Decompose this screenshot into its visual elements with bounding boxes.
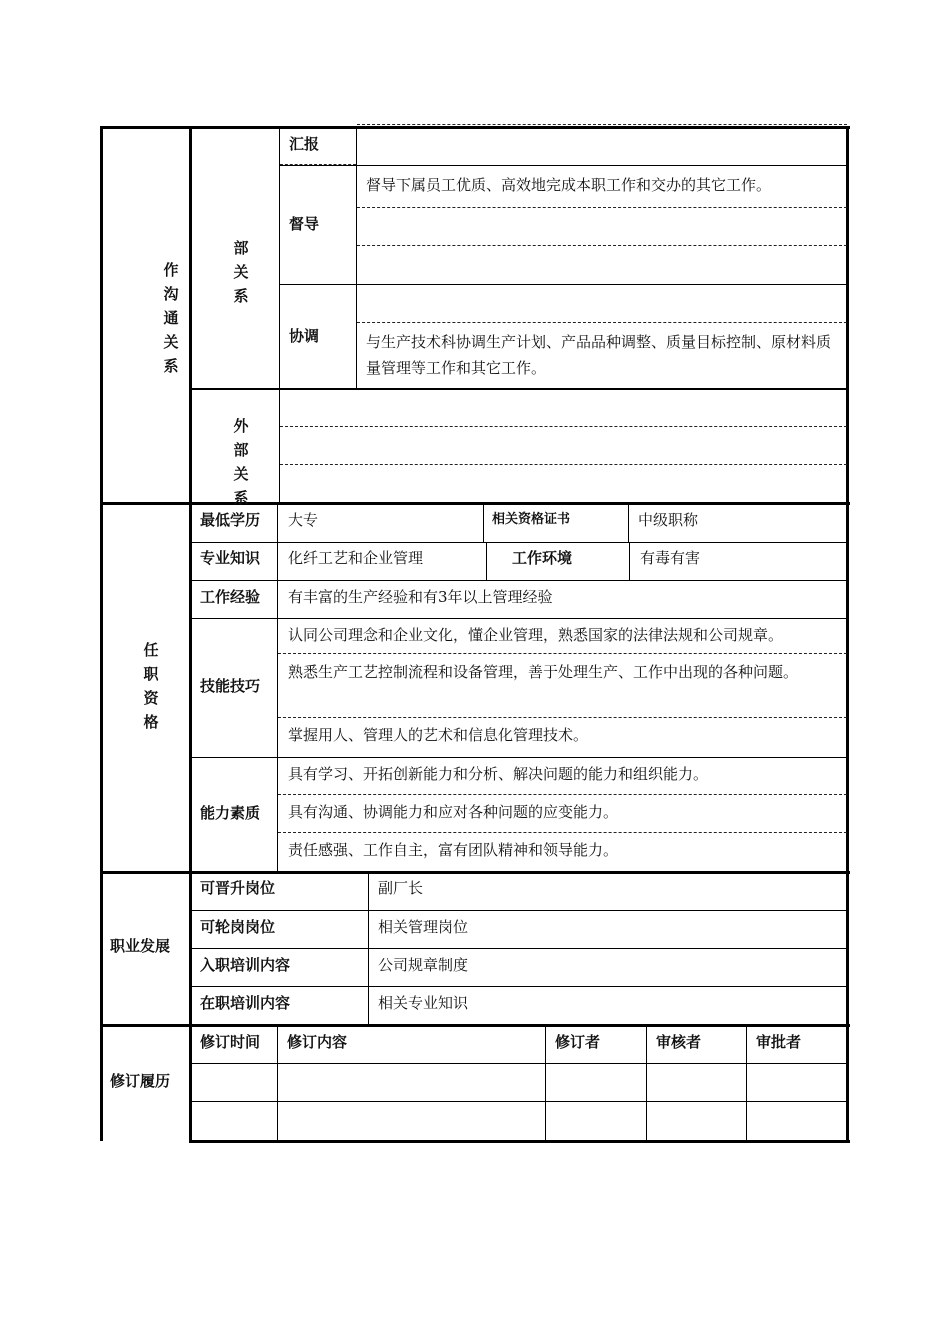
knowledge-label: 专业知识 [200, 549, 261, 567]
internal-bottom [190, 388, 848, 390]
report-label: 汇报 [289, 135, 320, 153]
section-divider-1 [100, 502, 850, 505]
ability-item-3: 责任感强、工作自主，富有团队精神和领导能力。 [288, 841, 619, 859]
career-row-3-value: 公司规章制度 [378, 956, 469, 974]
ability-item-1: 具有学习、开拓创新能力和分析、解决问题的能力和组织能力。 [288, 765, 709, 783]
internal-label: 部关系 [233, 239, 249, 305]
cert-label: 相关资格证书 [492, 512, 571, 527]
coordinate-line-2: 与生产技术科协调生产计划、产品品种调整、质量目标控制、原材料质量管理等工作和其它工作。 [366, 333, 832, 377]
career-row-2-value: 相关管理岗位 [378, 918, 469, 936]
section-divider-3 [100, 1024, 850, 1027]
career-row-4-label: 在职培训内容 [200, 994, 291, 1012]
career-row-1-value: 副厂长 [378, 879, 424, 897]
supervise-label: 督导 [289, 215, 320, 233]
career-row-2-label: 可轮岗岗位 [200, 918, 276, 936]
label-col-border [189, 126, 192, 1143]
skill-item-3: 掌握用人、管理人的艺术和信息化管理技术。 [288, 726, 589, 744]
experience-value: 有丰富的生产经验和有3年以上管理经验 [288, 588, 553, 606]
cert-value: 中级职称 [638, 511, 699, 529]
min-edu-label: 最低学历 [200, 511, 261, 529]
ability-item-2: 具有沟通、协调能力和应对各种问题的应变能力。 [288, 803, 619, 821]
revision-header-content: 修订内容 [287, 1033, 348, 1051]
external-label: 外部关系 [233, 417, 249, 507]
career-row-3-label: 入职培训内容 [200, 956, 291, 974]
knowledge-value: 化纤工艺和企业管理 [288, 549, 424, 567]
career-row-1-label: 可晋升岗位 [200, 879, 276, 897]
abilities-label: 能力素质 [200, 804, 261, 822]
env-value: 有毒有害 [640, 549, 701, 567]
comm-section-label: 作沟通关系 [163, 261, 179, 375]
revision-header-approver: 审批者 [756, 1033, 802, 1051]
section-divider-2 [100, 871, 850, 874]
revision-header-time: 修订时间 [200, 1033, 261, 1051]
min-edu-value: 大专 [288, 511, 319, 529]
revision-header-reviewer: 审核者 [656, 1033, 702, 1051]
skill-item-2: 熟悉生产工艺控制流程和设备管理，善于处理生产、工作中出现的各种问题。 [288, 663, 799, 681]
coordinate-label: 协调 [289, 327, 320, 345]
frame-right [846, 126, 849, 1143]
frame-left [100, 126, 103, 1141]
revision-header-reviser: 修订者 [555, 1033, 601, 1051]
revision-section-label: 修订履历 [110, 1072, 171, 1090]
experience-label: 工作经验 [200, 588, 261, 606]
qual-section-label: 任职资格 [143, 641, 159, 731]
frame-bottom [190, 1140, 850, 1143]
env-label: 工作环境 [512, 549, 573, 567]
frame-top [100, 126, 850, 129]
skills-label: 技能技巧 [200, 677, 261, 695]
career-row-4-value: 相关专业知识 [378, 994, 469, 1012]
supervise-line-1: 督导下属员工优质、高效地完成本职工作和交办的其它工作。 [366, 176, 772, 194]
career-section-label: 职业发展 [110, 937, 171, 955]
skill-item-1: 认同公司理念和企业文化，懂企业管理，熟悉国家的法律法规和公司规章。 [288, 626, 784, 644]
